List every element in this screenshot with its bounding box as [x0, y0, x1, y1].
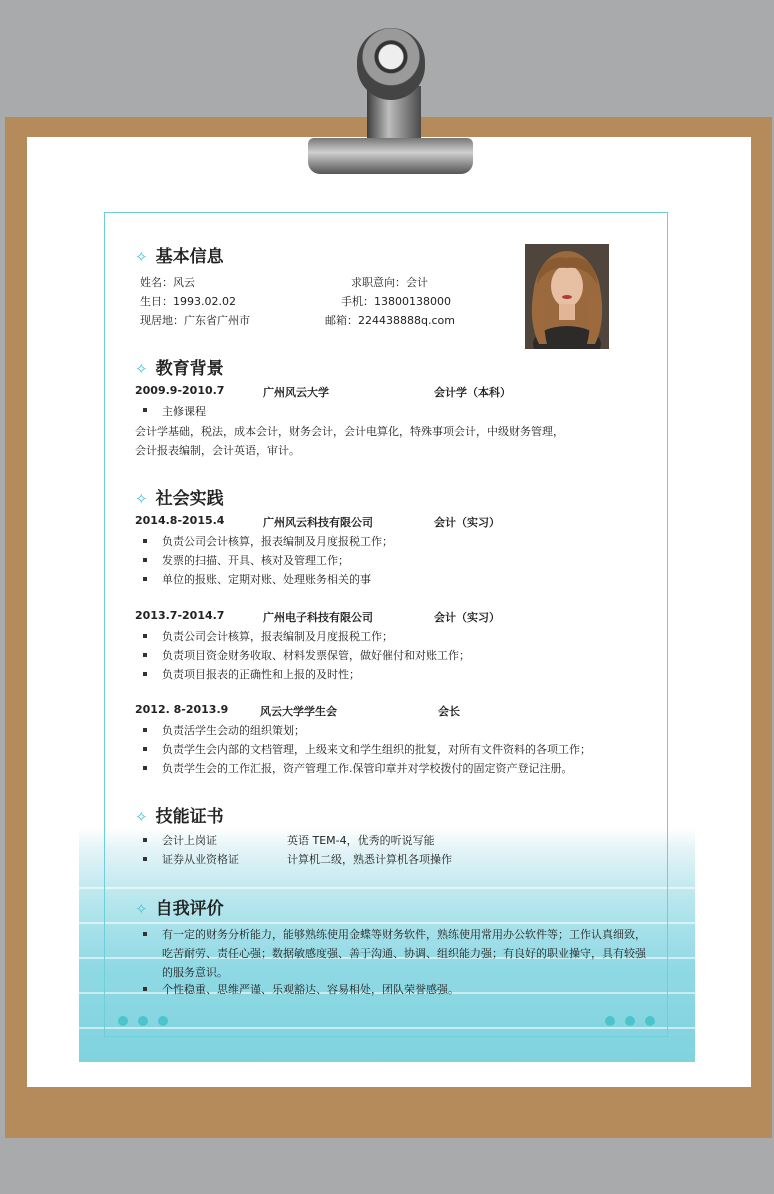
phone-field: 手机：13800138000 [341, 295, 451, 308]
practice-item: 负责项目报表的正确性和上报的及时性； [162, 668, 360, 681]
name-field: 姓名：风云 [140, 276, 195, 289]
decor-dot [645, 1016, 655, 1026]
skill-desc: 英语 TEM-4，优秀的听说写能 [287, 834, 435, 847]
practice-item: 负责公司会计核算，报表编制及月度报税工作； [162, 535, 393, 548]
bullet-icon [143, 766, 147, 770]
practice-item: 负责公司会计核算，报表编制及月度报税工作； [162, 630, 393, 643]
binder-clip [308, 138, 473, 174]
section-title: 教育背景 [155, 359, 224, 379]
course-title: 主修课程 [162, 405, 206, 418]
practice-item: 负责活学生会动的组织策划； [162, 724, 305, 737]
self-eval-line: 吃苦耐劳、责任心强；数据敏感度强、善于沟通、协调、组织能力强；有良好的职业操守，具有较强 [162, 947, 646, 960]
skill-desc: 计算机二级，熟悉计算机各项操作 [287, 853, 452, 866]
avatar [525, 244, 609, 349]
practice-item: 发票的扫描、开具、核对及管理工作； [162, 554, 349, 567]
section-title: 技能证书 [155, 807, 224, 827]
practice-role: 会长 [438, 705, 460, 718]
practice-org: 风云大学学生会 [260, 705, 337, 718]
bullet-icon [143, 932, 147, 936]
practice-item: 单位的报账、定期对账、处理账务相关的事 [162, 573, 371, 586]
self-eval-line: 个性稳重、思维严谨、乐观豁达、容易相处，团队荣誉感强。 [162, 983, 459, 996]
email-field: 邮箱：224438888q.com [325, 314, 455, 327]
bullet-icon [143, 728, 147, 732]
skill-name: 会计上岗证 [162, 834, 217, 847]
section-basic-info [135, 242, 224, 267]
section-title: 社会实践 [155, 489, 224, 509]
decor-dot [605, 1016, 615, 1026]
section-practice [135, 484, 224, 509]
decor-dot [138, 1016, 148, 1026]
sparkle-icon: ✧ [135, 360, 148, 378]
address-field: 现居地：广东省广州市 [140, 314, 250, 327]
section-self-eval [135, 894, 224, 919]
bullet-icon [143, 672, 147, 676]
decor-dot [158, 1016, 168, 1026]
bullet-icon [143, 857, 147, 861]
practice-role: 会计（实习） [434, 516, 500, 529]
sparkle-icon: ✧ [135, 490, 148, 508]
practice-period: 2012. 8-2013.9 [135, 703, 229, 716]
self-eval-line: 有一定的财务分析能力，能够熟练使用金蝶等财务软件，熟练使用常用办公软件等；工作认真细致， [162, 928, 646, 941]
skill-name: 证券从业资格证 [162, 853, 239, 866]
bullet-icon [143, 577, 147, 581]
practice-org: 广州风云科技有限公司 [263, 516, 373, 529]
clip-ring [357, 28, 425, 100]
sparkle-icon: ✧ [135, 808, 148, 826]
sparkle-icon: ✧ [135, 900, 148, 918]
bullet-icon [143, 987, 147, 991]
practice-org: 广州电子科技有限公司 [263, 611, 373, 624]
edu-period: 2009.9-2010.7 [135, 384, 225, 397]
bullet-icon [143, 634, 147, 638]
edu-school: 广州风云大学 [263, 386, 329, 399]
practice-item: 负责学生会的工作汇报，资产管理工作.保管印章并对学校拨付的固定资产登记注册。 [162, 762, 573, 775]
practice-period: 2014.8-2015.4 [135, 514, 225, 527]
bullet-icon [143, 539, 147, 543]
decor-dot [118, 1016, 128, 1026]
bullet-icon [143, 408, 147, 412]
section-title: 基本信息 [155, 247, 224, 267]
self-eval-line: 的服务意识。 [162, 966, 228, 979]
decor-dot [625, 1016, 635, 1026]
course-line: 会计报表编制，会计英语，审计。 [135, 444, 300, 457]
practice-role: 会计（实习） [434, 611, 500, 624]
bullet-icon [143, 747, 147, 751]
bullet-icon [143, 558, 147, 562]
sparkle-icon: ✧ [135, 248, 148, 266]
section-title: 自我评价 [155, 899, 224, 919]
section-education [135, 354, 224, 379]
edu-major: 会计学（本科） [434, 386, 511, 399]
birth-field: 生日：1993.02.02 [140, 295, 236, 308]
practice-item: 负责学生会内部的文档管理，上级来文和学生组织的批复，对所有文件资料的各项工作； [162, 743, 591, 756]
bullet-icon [143, 838, 147, 842]
practice-period: 2013.7-2014.7 [135, 609, 225, 622]
course-line: 会计学基础，税法，成本会计，财务会计，会计电算化，特殊事项会计，中级财务管理， [135, 425, 564, 438]
intent-field: 求职意向：会计 [351, 276, 428, 289]
practice-item: 负责项目资金财务收取、材料发票保管，做好催付和对账工作； [162, 649, 470, 662]
bullet-icon [143, 653, 147, 657]
section-skills [135, 802, 224, 827]
